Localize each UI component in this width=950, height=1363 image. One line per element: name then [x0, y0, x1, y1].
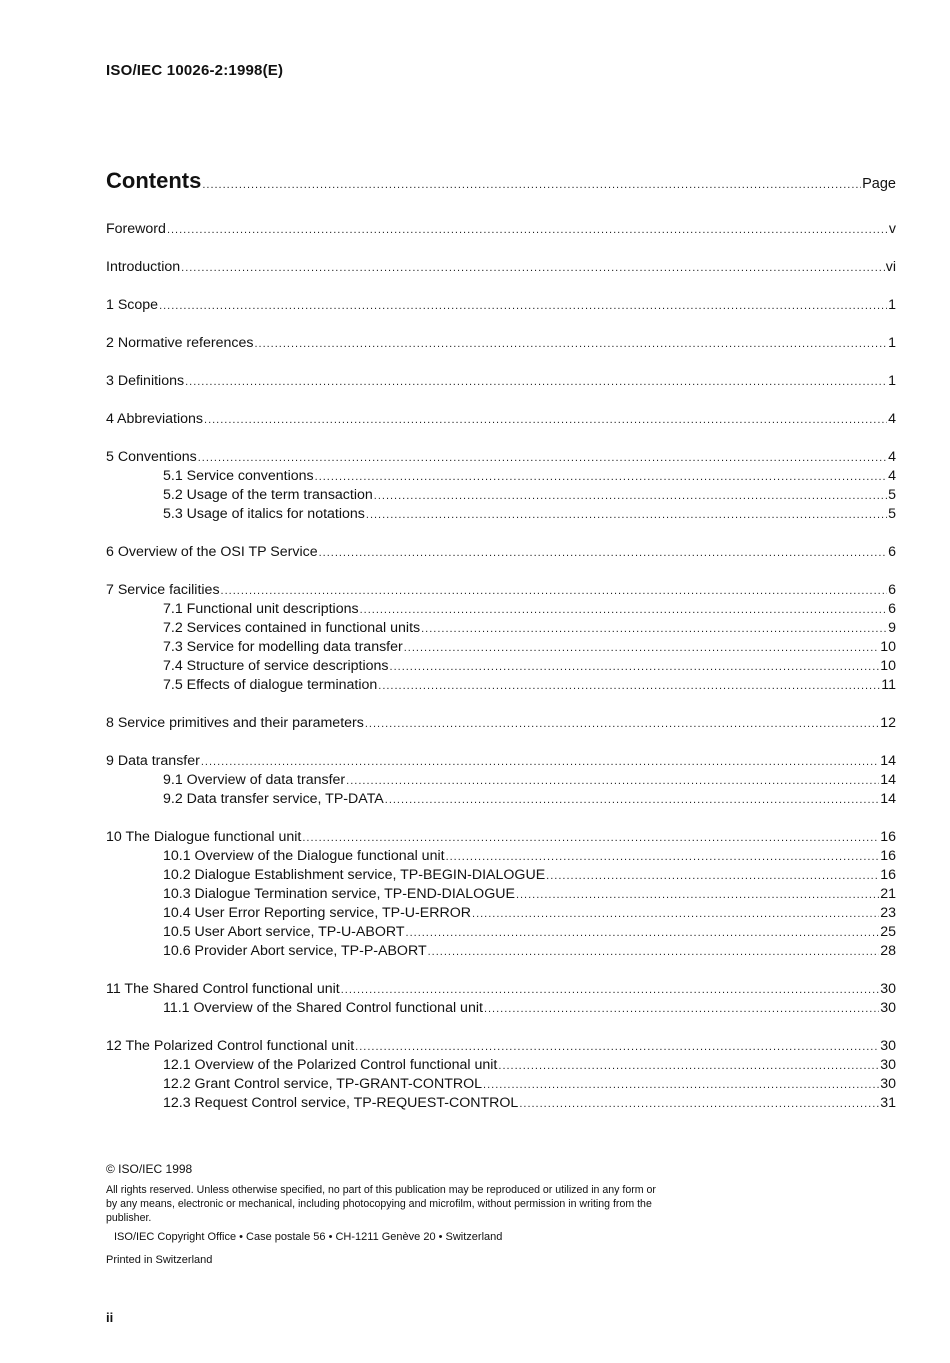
leader-dots: [546, 867, 879, 885]
toc-subentry[interactable]: [106, 619, 896, 638]
toc-entry-page: 1: [888, 373, 896, 389]
toc-entry-page: 6: [888, 544, 896, 560]
toc-entry-label: 8 Service primitives and their parameters: [106, 715, 364, 731]
toc-entry[interactable]: [106, 581, 896, 600]
leader-dots: [185, 373, 887, 391]
toc-subentry[interactable]: [106, 847, 896, 866]
leader-dots: [366, 506, 887, 524]
leader-dots: [202, 176, 861, 194]
toc-entry-page: 16: [880, 848, 896, 864]
leader-dots: [181, 259, 885, 277]
toc-entry-page: 16: [880, 829, 896, 845]
leader-dots: [516, 886, 879, 904]
toc-entry[interactable]: [106, 334, 896, 353]
toc-subentry[interactable]: [106, 505, 896, 524]
toc-entry-label: 7 Service facilities: [106, 582, 220, 598]
toc-entry[interactable]: [106, 980, 896, 999]
leader-dots: [390, 658, 880, 676]
toc-entry-label: 10.2 Dialogue Establishment service, TP-BEGIN-DIALOGUE: [163, 867, 546, 883]
toc-entry-label: 12.1 Overview of the Polarized Control functional unit: [163, 1057, 498, 1073]
toc-entry-page: 4: [888, 411, 896, 427]
toc-entry-label: 11 The Shared Control functional unit: [106, 981, 340, 997]
toc-entry-label: 10.6 Provider Abort service, TP-P-ABORT: [163, 943, 427, 959]
toc-subentry[interactable]: [106, 486, 896, 505]
leader-dots: [319, 544, 888, 562]
toc-entry-page: 30: [880, 1038, 896, 1054]
toc-subentry[interactable]: [106, 467, 896, 486]
copyright-office-address: ISO/IEC Copyright Office • Case postale 56 • CH-1211 Genève 20 • Switzerland: [114, 1231, 503, 1243]
toc-subentry[interactable]: [106, 866, 896, 885]
toc-subentry[interactable]: [106, 904, 896, 923]
toc-entry-label: Foreword: [106, 221, 166, 237]
toc-entry-page: 28: [880, 943, 896, 959]
leader-dots: [201, 753, 879, 771]
toc-entry-label: 7.3 Service for modelling data transfer: [163, 639, 403, 655]
toc-entry-label: 12 The Polarized Control functional unit: [106, 1038, 355, 1054]
leader-dots: [498, 1057, 879, 1075]
toc-entry-page: v: [888, 221, 896, 237]
toc-entry-page: 9: [888, 620, 896, 636]
toc-entry-page: 1: [888, 335, 896, 351]
toc-entry-label: 7.5 Effects of dialogue termination: [163, 677, 378, 693]
leader-dots: [404, 639, 879, 657]
leader-dots: [483, 1076, 879, 1094]
toc-entry-label: Introduction: [106, 259, 181, 275]
toc-entry[interactable]: [106, 828, 896, 847]
toc-entry-label: 10 The Dialogue functional unit: [106, 829, 302, 845]
page-number: ii: [106, 1310, 114, 1325]
toc-entry-page: 14: [880, 791, 896, 807]
toc-subentry[interactable]: [106, 885, 896, 904]
toc-entry-label: 5.2 Usage of the term transaction: [163, 487, 373, 503]
toc-entry-label: 7.2 Services contained in functional units: [163, 620, 421, 636]
toc-entry-page: 10: [880, 639, 896, 655]
toc-subentry[interactable]: [106, 923, 896, 942]
toc-entry-page: 5: [888, 487, 896, 503]
toc-entry-label: 10.1 Overview of the Dialogue functional unit: [163, 848, 445, 864]
toc-subentry[interactable]: [106, 1056, 896, 1075]
toc-entry-page: 5: [888, 506, 896, 522]
table-of-contents: [106, 168, 896, 1113]
leader-dots: [374, 487, 887, 505]
toc-entry[interactable]: [106, 410, 896, 429]
leader-dots: [519, 1095, 879, 1113]
leader-dots: [378, 677, 880, 695]
leader-dots: [198, 449, 887, 467]
toc-entry-label: 2 Normative references: [106, 335, 254, 351]
toc-entry-page: 4: [888, 468, 896, 484]
leader-dots: [167, 221, 888, 239]
leader-dots: [315, 468, 887, 486]
copyright-notice: [106, 1162, 666, 1267]
leader-dots: [221, 582, 888, 600]
document-identifier: ISO/IEC 10026-2:1998(E): [106, 62, 284, 79]
toc-entry[interactable]: [106, 372, 896, 391]
toc-subentry[interactable]: [106, 638, 896, 657]
toc-entry-page: 30: [880, 1057, 896, 1073]
toc-entry-page: 14: [880, 753, 896, 769]
toc-entry[interactable]: [106, 543, 896, 562]
toc-entry-label: 12.2 Grant Control service, TP-GRANT-CONTROL: [163, 1076, 483, 1092]
toc-entry-page: 23: [880, 905, 896, 921]
leader-dots: [360, 601, 888, 619]
toc-entry-label: 11.1 Overview of the Shared Control functional unit: [163, 1000, 483, 1016]
toc-subentry[interactable]: [106, 600, 896, 619]
toc-entry[interactable]: [106, 220, 896, 239]
toc-entry-label: 9 Data transfer: [106, 753, 200, 769]
toc-entry-label: 5.1 Service conventions: [163, 468, 314, 484]
toc-entry-label: 10.4 User Error Reporting service, TP-U-ERROR: [163, 905, 472, 921]
toc-entry-page: 31: [880, 1095, 896, 1111]
toc-entry-label: 7.1 Functional unit descriptions: [163, 601, 359, 617]
toc-entry[interactable]: [106, 296, 896, 315]
contents-title: Contents: [106, 168, 202, 193]
toc-subentry[interactable]: [106, 676, 896, 695]
leader-dots: [346, 772, 879, 790]
leader-dots: [204, 411, 887, 429]
toc-entry-page: 1: [888, 297, 896, 313]
toc-entry-label: 10.5 User Abort service, TP-U-ABORT: [163, 924, 405, 940]
toc-entry-label: 9.2 Data transfer service, TP-DATA: [163, 791, 384, 807]
toc-entry-page: 4: [888, 449, 896, 465]
toc-subentry[interactable]: [106, 657, 896, 676]
toc-subentry[interactable]: [106, 790, 896, 809]
leader-dots: [385, 791, 879, 809]
toc-entry-page: 14: [880, 772, 896, 788]
leader-dots: [341, 981, 880, 999]
toc-entry-label: 10.3 Dialogue Termination service, TP-END-DIALOGUE: [163, 886, 515, 902]
toc-entry-page: 10: [880, 658, 896, 674]
leader-dots: [484, 1000, 879, 1018]
leader-dots: [302, 829, 879, 847]
toc-entry-label: 7.4 Structure of service descriptions: [163, 658, 389, 674]
leader-dots: [365, 715, 879, 733]
toc-entry-page: vi: [885, 259, 896, 275]
toc-entry-label: 5 Conventions: [106, 449, 197, 465]
toc-subentry[interactable]: [106, 1075, 896, 1094]
toc-subentry[interactable]: [106, 999, 896, 1018]
page-column-heading: Page: [862, 176, 896, 192]
toc-entry[interactable]: [106, 752, 896, 771]
toc-entry[interactable]: [106, 448, 896, 467]
leader-dots: [159, 297, 887, 315]
toc-entry-label: 3 Definitions: [106, 373, 185, 389]
toc-entry-page: 6: [888, 601, 896, 617]
contents-heading-row: [106, 168, 896, 206]
leader-dots: [428, 943, 880, 961]
leader-dots: [355, 1038, 879, 1056]
toc-entry[interactable]: [106, 714, 896, 733]
leader-dots: [472, 905, 879, 923]
toc-entry-page: 12: [880, 715, 896, 731]
toc-entry-page: 21: [880, 886, 896, 902]
toc-subentry[interactable]: [106, 771, 896, 790]
toc-entry-page: 16: [880, 867, 896, 883]
toc-subentry[interactable]: [106, 942, 896, 961]
toc-entry[interactable]: [106, 258, 896, 277]
toc-subentry[interactable]: [106, 1094, 896, 1113]
toc-entry-page: 30: [880, 981, 896, 997]
toc-entry-label: 6 Overview of the OSI TP Service: [106, 544, 318, 560]
toc-entry-label: 12.3 Request Control service, TP-REQUEST-CONTROL: [163, 1095, 519, 1111]
toc-entry-label: 1 Scope: [106, 297, 159, 313]
leader-dots: [446, 848, 880, 866]
toc-entry-page: 25: [880, 924, 896, 940]
toc-entry-page: 6: [888, 582, 896, 598]
printed-in: Printed in Switzerland: [106, 1254, 213, 1266]
toc-entry-label: 5.3 Usage of italics for notations: [163, 506, 365, 522]
copyright-line: © ISO/IEC 1998: [106, 1162, 193, 1176]
toc-entry-label: 4 Abbreviations: [106, 411, 204, 427]
toc-entry-page: 11: [881, 677, 896, 693]
leader-dots: [421, 620, 887, 638]
toc-entry-label: 9.1 Overview of data transfer: [163, 772, 346, 788]
leader-dots: [406, 924, 880, 942]
rights-statement: All rights reserved. Unless otherwise specified, no part of this publication may be reproduced or utilized in any form or by any means, electronic or mechanical, including photocopying and microfilm, without permission in writing from the publisher.: [106, 1184, 656, 1224]
leader-dots: [254, 335, 887, 353]
toc-entry-page: 30: [880, 1076, 896, 1092]
toc-entry[interactable]: [106, 1037, 896, 1056]
toc-entry-page: 30: [880, 1000, 896, 1016]
